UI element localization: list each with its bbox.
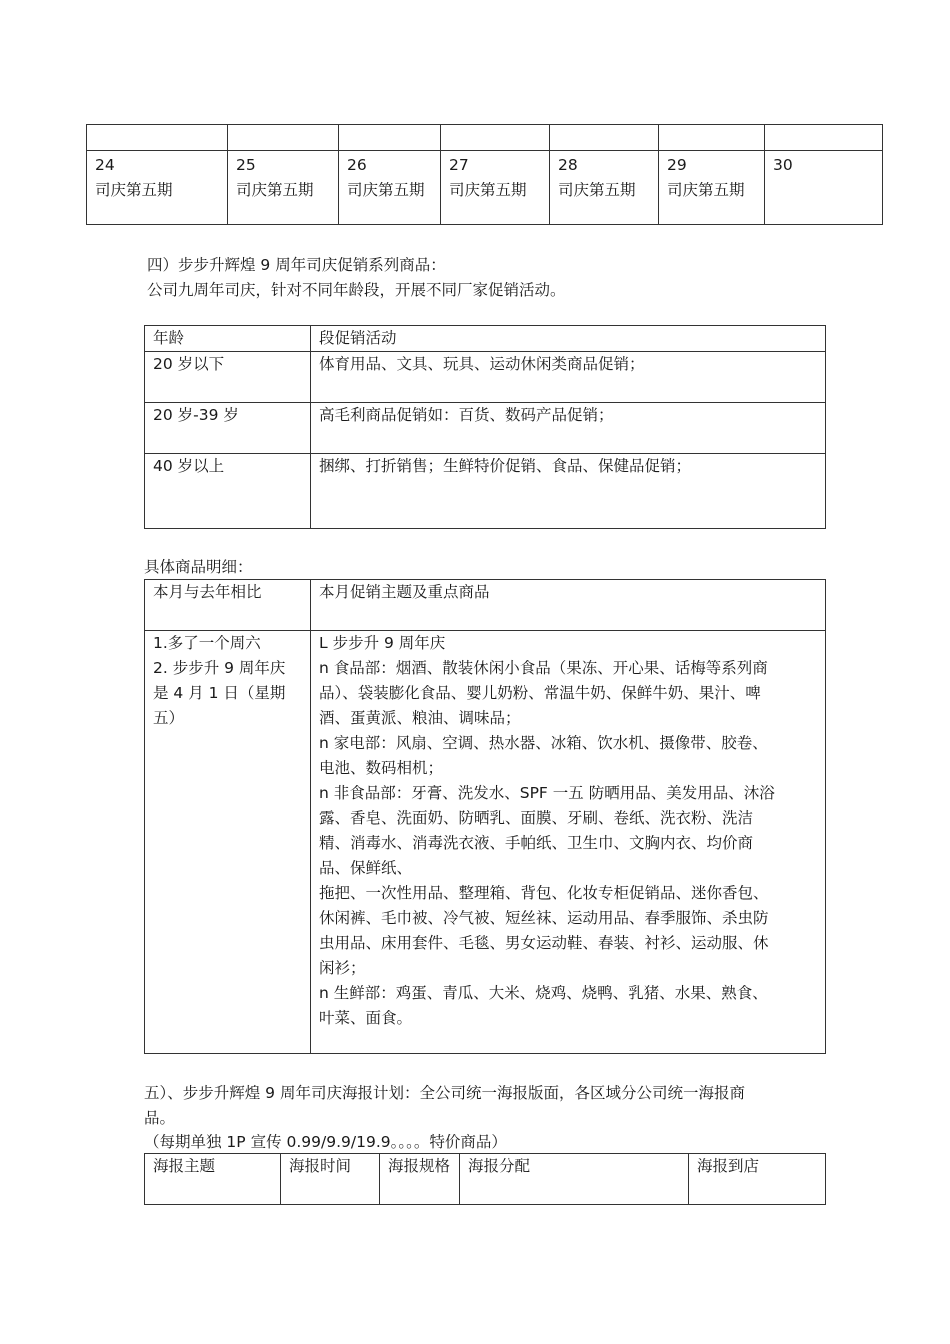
activity-cell: 捆绑、打折销售；生鲜特价促销、食品、保健品促销；	[311, 454, 826, 529]
calendar-cell	[765, 125, 883, 151]
section5-heading-line1: 五）、步步升辉煌 9 周年司庆海报计划：全公司统一海报版面，各区域分公司统一海报商	[144, 1084, 745, 1102]
age-table-header	[145, 326, 826, 352]
poster-table-header	[145, 1154, 826, 1205]
activity-column-header: 段促销活动	[311, 326, 826, 352]
comparison-line: 是 4 月 1 日（星期	[153, 684, 286, 702]
calendar-empty-row	[87, 125, 883, 151]
day-label: 司庆第五期	[558, 181, 636, 199]
theme-line: 酒、蛋黄派、粮油、调味品；	[319, 709, 521, 727]
poster-allocation-header: 海报分配	[460, 1154, 689, 1205]
theme-line: 电池、数码相机；	[319, 759, 444, 777]
calendar-day-cell	[87, 151, 228, 225]
theme-column-header: 本月促销主题及重点商品	[311, 580, 826, 631]
activity-cell: 高毛利商品促销如：百货、数码产品促销；	[311, 403, 826, 454]
comparison-line: 1.多了一个周六	[153, 634, 261, 652]
theme-line: n 生鲜部：鸡蛋、青瓜、大米、烧鸡、烧鸭、乳猪、水果、熟食、	[319, 984, 768, 1002]
calendar-day-cell	[339, 151, 441, 225]
section5-note: （每期单独 1P 宣传 0.99/9.9/19.9。。。。特价商品）	[144, 1133, 507, 1151]
poster-spec-header: 海报规格	[380, 1154, 460, 1205]
age-cell: 20 岁以下	[145, 352, 311, 403]
age-promotion-table	[144, 325, 826, 529]
theme-line: 品）、袋装膨化食品、婴儿奶粉、常温牛奶、保鲜牛奶、果汁、啤	[319, 684, 761, 702]
calendar-cell	[659, 125, 765, 151]
age-cell: 20 岁-39 岁	[145, 403, 311, 454]
day-number: 27	[449, 156, 469, 174]
theme-line: 闲衫；	[319, 959, 366, 977]
calendar-day-cell	[228, 151, 339, 225]
detail-table-header	[145, 580, 826, 631]
poster-time-header: 海报时间	[281, 1154, 380, 1205]
theme-line: 露、香皂、洗面奶、防晒乳、面膜、牙刷、卷纸、洗衣粉、洗洁	[319, 809, 754, 827]
day-number: 25	[236, 156, 256, 174]
comparison-line: 五）	[153, 709, 185, 727]
age-table-row	[145, 403, 826, 454]
age-column-header: 年龄	[145, 326, 311, 352]
theme-cell	[311, 631, 826, 1054]
theme-line: L 步步升 9 周年庆	[319, 634, 446, 652]
section4-intro: 公司九周年司庆，针对不同年龄段，开展不同厂家促销活动。	[147, 281, 566, 299]
product-detail-table	[144, 579, 826, 1054]
comparison-line: 2. 步步升 9 周年庆	[153, 659, 286, 677]
calendar-cell	[339, 125, 441, 151]
theme-line: 品、保鲜纸、	[319, 859, 413, 877]
activity-cell: 体育用品、文具、玩具、运动休闲类商品促销；	[311, 352, 826, 403]
detail-caption: 具体商品明细：	[144, 558, 253, 576]
day-number: 24	[95, 156, 115, 174]
day-number: 30	[773, 156, 793, 174]
calendar-cell	[87, 125, 228, 151]
day-number: 26	[347, 156, 367, 174]
theme-line: 拖把、一次性用品、整理箱、背包、化妆专柜促销品、迷你香包、	[319, 884, 769, 902]
age-cell: 40 岁以上	[145, 454, 311, 529]
day-label: 司庆第五期	[236, 181, 314, 199]
day-number: 29	[667, 156, 687, 174]
calendar-day-cell	[441, 151, 550, 225]
calendar-day-cell	[550, 151, 659, 225]
calendar-cell	[228, 125, 339, 151]
comparison-column-header: 本月与去年相比	[145, 580, 311, 631]
theme-line: 休闲裤、毛巾被、冷气被、短丝袜、运动用品、春季服饰、杀虫防	[319, 909, 769, 927]
age-table-row	[145, 352, 826, 403]
comparison-cell	[145, 631, 311, 1054]
calendar-day-cell	[765, 151, 883, 225]
calendar-table	[86, 124, 883, 225]
theme-line: n 家电部：风扇、空调、热水器、冰箱、饮水机、摄像带、胶卷、	[319, 734, 768, 752]
theme-line: 精、消毒水、消毒洗衣液、手帕纸、卫生巾、文胸内衣、均价商	[319, 834, 754, 852]
calendar-week-row	[87, 151, 883, 225]
calendar-cell	[441, 125, 550, 151]
day-label: 司庆第五期	[347, 181, 425, 199]
poster-theme-header: 海报主题	[145, 1154, 281, 1205]
theme-line: n 食品部：烟酒、散装休闲小食品（果冻、开心果、话梅等系列商	[319, 659, 768, 677]
detail-table-row	[145, 631, 826, 1054]
calendar-cell	[550, 125, 659, 151]
day-label: 司庆第五期	[667, 181, 745, 199]
theme-line: 虫用品、床用套件、毛毯、男女运动鞋、春装、衬衫、运动服、休	[319, 934, 769, 952]
poster-arrival-header: 海报到店	[689, 1154, 826, 1205]
section4-heading: 四）步步升辉煌 9 周年司庆促销系列商品：	[147, 256, 446, 274]
theme-line: 叶菜、面食。	[319, 1009, 413, 1027]
day-label: 司庆第五期	[95, 181, 173, 199]
poster-plan-table	[144, 1153, 826, 1205]
day-number: 28	[558, 156, 578, 174]
theme-line: n 非食品部：牙膏、洗发水、SPF 一五 防晒用品、美发用品、沐浴	[319, 784, 775, 802]
calendar-day-cell	[659, 151, 765, 225]
day-label: 司庆第五期	[449, 181, 527, 199]
section5-heading-line2: 品。	[144, 1109, 176, 1127]
age-table-row	[145, 454, 826, 529]
